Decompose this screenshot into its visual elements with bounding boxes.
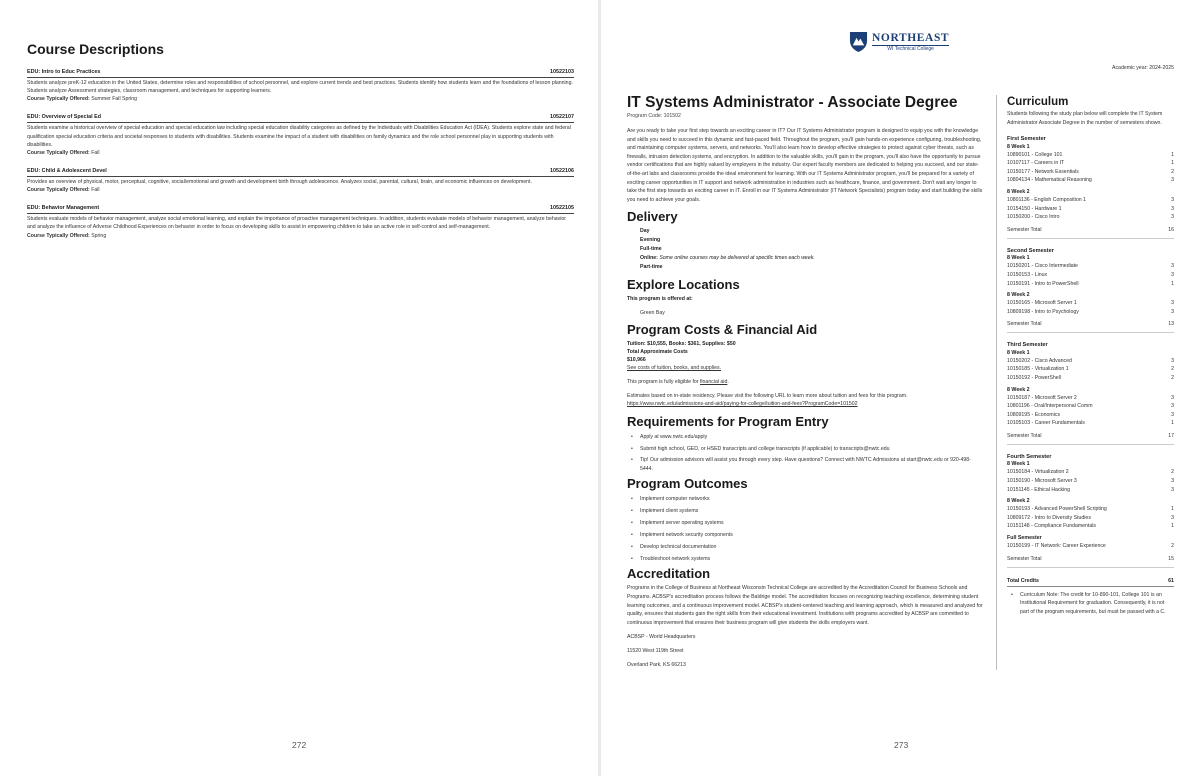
accreditation-address-line: 11520 West 119th Street xyxy=(627,648,684,655)
semester-total xyxy=(1007,320,1174,333)
term-title: 8 Week 2 xyxy=(1007,386,1030,393)
course-description: Provides an overview of physical, motor, perceptual, cognitive, social/emotional and growth and development birth through adolescence. Analyzes social, parental, cultural, brain, and economic influences on development. xyxy=(27,179,532,186)
program-intro: Are you ready to take your first step towards an exciting career in IT? Our IT Systems Administrator program is designed to equip you with the knowledge and skills you need to succeed in this dynamic and fast-paced field. Throughout the program, you'll gain hands-on experience configuring, troubleshooting, and maintaining computer systems, servers, and networks. You'll also learn how to develop effective strategies to protect against cyber threats, such as firewalls, intrusion detection systems, and encryption. In addition to the valuable skills, you'll gain in the program, you'll also have the opportunity to pursue vendor certifications that are highly valued by employers in the industry. Our expert faculty members are dedicated to helping you succeed, and our state-of-the-art labs and classrooms provide the ideal environment for learning. With our IT Systems Administrator program, you'll be prepared for a variety of exciting career opportunities in IT support and network administration in industries such as healthcare, finance, and government. Don't wait any longer to take the first step towards an exciting career in IT. Enroll in our IT Systems Administrator (IT Network Specialists) program today and start building the skills you need to achieve your goals. xyxy=(627,128,983,203)
page-number: 272 xyxy=(292,740,307,750)
semester-total-value: 17 xyxy=(1168,432,1174,439)
delivery-item: Part-time xyxy=(640,264,663,271)
semester-block xyxy=(1007,248,1174,333)
curriculum-sidebar xyxy=(996,95,1174,670)
term-block xyxy=(1007,535,1174,551)
curriculum-credits: 3 xyxy=(1171,271,1174,278)
curriculum-course: 10809195 - Economics xyxy=(1007,411,1061,418)
outcome-item: • Implement computer networks xyxy=(627,495,983,503)
curriculum-credits: 3 xyxy=(1171,478,1174,485)
curriculum-course: 10150200 - Cisco Intro xyxy=(1007,214,1060,221)
semester-block xyxy=(1007,342,1174,445)
curriculum-row xyxy=(1007,365,1174,374)
see-costs-link[interactable]: See costs of tuition, books, and supplies. xyxy=(627,365,722,372)
semester-total-value: 16 xyxy=(1168,226,1174,233)
requirement-item: • Submit high school, GED, or HSED transcripts and college transcripts (if applicable) to transcripts@nwtc.edu xyxy=(627,445,983,453)
term-title: 8 Week 2 xyxy=(1007,498,1030,505)
curriculum-course: 10809172 - Intro to Diversity Studies xyxy=(1007,514,1091,521)
curriculum-credits: 3 xyxy=(1171,308,1174,315)
curriculum-course: 10150165 - Microsoft Server 1 xyxy=(1007,300,1077,307)
semester-total-label: Semester Total xyxy=(1007,226,1042,233)
curriculum-credits: 3 xyxy=(1171,357,1174,364)
financial-aid-prefix: This program is fully eligible for xyxy=(627,379,699,386)
term-title: 8 Week 1 xyxy=(1007,461,1030,468)
course-offered xyxy=(27,95,574,103)
course-name: EDU: Overview of Special Ed xyxy=(27,114,101,121)
curriculum-course: 10890101 - College 101 xyxy=(1007,151,1063,158)
curriculum-credits: 3 xyxy=(1171,486,1174,493)
semester-total-value: 13 xyxy=(1168,321,1174,328)
curriculum-credits: 3 xyxy=(1171,197,1174,204)
curriculum-course: 10150202 - Cisco Advanced xyxy=(1007,357,1072,364)
curriculum-course: 10809198 - Intro to Psychology xyxy=(1007,308,1079,315)
outcome-item: • Develop technical documentation xyxy=(627,543,983,551)
curriculum-course: 10105103 - Career Fundamentals xyxy=(1007,420,1085,427)
semester-total-value: 15 xyxy=(1168,555,1174,562)
curriculum-course: 10801196 - Oral/Interpersonal Comm xyxy=(1007,403,1093,410)
outcome-item: • Implement network security components xyxy=(627,531,983,539)
semester-total-label: Semester Total xyxy=(1007,321,1042,328)
curriculum-row xyxy=(1007,394,1174,403)
delivery-item: Evening xyxy=(640,237,661,244)
total-costs-value: $10,966 xyxy=(627,357,646,364)
outcomes-heading: Program Outcomes xyxy=(627,475,748,491)
course-entry xyxy=(27,205,574,239)
page-title: Course Descriptions xyxy=(27,41,164,57)
financial-aid-line xyxy=(627,378,983,386)
left-page xyxy=(0,0,598,776)
outcomes-list xyxy=(627,495,983,563)
course-header xyxy=(27,205,574,214)
location-item: Green Bay xyxy=(640,310,665,317)
course-description: Students examine a historical overview of special education and special education law including special education disability categories as defined by the Individuals with Disabilities Education Act (IDEA). Students explore state and federal qualification special education criteria and societal responses to students with disabilities. Students examine the impact of a student with disabilities on family dynamics and the role school personnel play in supporting students with disabilities. xyxy=(27,125,571,148)
curriculum-course: 10150191 - Intro to PowerShell xyxy=(1007,280,1079,287)
academic-year: Academic year: 2024-2025 xyxy=(1112,65,1174,71)
curriculum-course: 10150177 - Network Essentials xyxy=(1007,168,1079,175)
curriculum-heading: Curriculum xyxy=(1007,96,1069,108)
curriculum-credits: 2 xyxy=(1171,168,1174,175)
requirements-list xyxy=(627,433,983,473)
program-code: Program Code: 101502 xyxy=(627,113,681,119)
semester-block xyxy=(1007,454,1174,568)
semester-total-label: Semester Total xyxy=(1007,555,1042,562)
course-name: EDU: Behavior Management xyxy=(27,205,100,212)
curriculum-credits: 1 xyxy=(1171,151,1174,158)
offered-label: Course Typically Offered: xyxy=(27,232,90,239)
curriculum-credits: 3 xyxy=(1171,300,1174,307)
curriculum-row xyxy=(1007,505,1174,514)
curriculum-credits: 1 xyxy=(1171,280,1174,287)
curriculum-row xyxy=(1007,357,1174,366)
term-block xyxy=(1007,144,1174,185)
course-offered xyxy=(27,232,574,240)
financial-aid-link[interactable]: financial aid xyxy=(699,379,728,386)
curriculum-course: 10150185 - Virtualization 1 xyxy=(1007,366,1069,373)
requirement-item: • Tip! Our admission advisors will assist you through every step. Have questions? Connect with NWTC Admissions at start@nwtc.edu or 920-498-5444. xyxy=(627,456,983,473)
curriculum-row xyxy=(1007,468,1174,477)
curriculum-course: 10801136 - English Composition 1 xyxy=(1007,197,1086,204)
semester-title: Third Semester xyxy=(1007,342,1048,349)
curriculum-row xyxy=(1007,213,1174,222)
financial-aid-suffix: . xyxy=(727,379,729,386)
offered-label: Course Typically Offered: xyxy=(27,187,90,194)
term-block xyxy=(1007,292,1174,316)
delivery-online-text: Some online courses may be delivered at specific times each week. xyxy=(659,255,815,262)
program-main-column xyxy=(627,93,983,669)
curriculum-row xyxy=(1007,514,1174,523)
semester-title: Fourth Semester xyxy=(1007,453,1052,460)
curriculum-course: 10151145 - Ethical Hacking xyxy=(1007,486,1071,493)
course-description: Students analyze preK-12 education in the United States, determine roles and responsibilities of school personnel, and explore current trends and best practices. Students identify how students learn and the foundations of lesson planning. Students analyze Assessment strategies, classroom management, and techniques for supporting learners. xyxy=(27,80,573,95)
curriculum-row xyxy=(1007,308,1174,317)
delivery-list xyxy=(640,227,983,272)
delivery-heading: Delivery xyxy=(627,209,678,225)
semester-total xyxy=(1007,555,1174,568)
curriculum-credits: 1 xyxy=(1171,160,1174,167)
total-credits-label: Total Credits xyxy=(1007,577,1039,584)
curriculum-credits: 3 xyxy=(1171,263,1174,270)
curriculum-row xyxy=(1007,486,1174,495)
curriculum-course: 10150187 - Microsoft Server 2 xyxy=(1007,394,1077,401)
curriculum-credits: 1 xyxy=(1171,506,1174,513)
curriculum-course: 10107117 - Careers in IT xyxy=(1007,160,1065,167)
term-block xyxy=(1007,461,1174,494)
curriculum-credits: 2 xyxy=(1171,366,1174,373)
course-code: 10522106 xyxy=(550,168,574,175)
offered-value: Fall xyxy=(91,187,100,194)
costs-heading: Program Costs & Financial Aid xyxy=(627,322,818,338)
curriculum-row xyxy=(1007,151,1174,160)
course-code: 10522105 xyxy=(550,205,574,212)
shield-logo-icon xyxy=(849,31,868,53)
offered-at-label: This program is offered at: xyxy=(627,296,693,303)
total-credits xyxy=(1007,577,1174,587)
course-code: 10522103 xyxy=(550,69,574,75)
term-block xyxy=(1007,189,1174,222)
curriculum-credits: 1 xyxy=(1171,420,1174,427)
curriculum-course: 10150199 - IT Network: Career Experience xyxy=(1007,543,1106,550)
curriculum-credits: 3 xyxy=(1171,177,1174,184)
course-header xyxy=(27,114,574,123)
outcome-item: • Implement server operating systems xyxy=(627,519,983,527)
curriculum-course: 10150201 - Cisco Intermediate xyxy=(1007,263,1078,270)
curriculum-row xyxy=(1007,280,1174,289)
accreditation-text: Programs in the College of Business at Northeast Wisconsin Technical College are accredited by the Accreditation Council for Business Schools and Programs. ACBSP's accreditation process follows the Baldrige model. The accreditation focuses on recognizing teaching excellence, determining student learning outcomes, and a continuous improvement model. ACBSP's student-centered teaching and learning approach, which is measured and analyzed for quality, ensures that students gain the right skills from their educational investment. Institutions with programs accredited by ACBSP are committed to continuous improvement that ensures their business program will give students the skills employers want. xyxy=(627,585,983,626)
curriculum-row xyxy=(1007,419,1174,428)
curriculum-row xyxy=(1007,299,1174,308)
curriculum-credits: 3 xyxy=(1171,514,1174,521)
curriculum-course: 10150190 - Microsoft Server 3 xyxy=(1007,478,1077,485)
offered-value: Fall xyxy=(91,150,100,157)
tuition-line: Tuition: $10,555, Books: $361, Supplies: $50 xyxy=(627,341,736,348)
curriculum-credits: 3 xyxy=(1171,394,1174,401)
offered-value: Summer Fall Spring xyxy=(91,96,138,103)
course-offered xyxy=(27,149,574,157)
curriculum-note: • Curriculum Note: The credit for 10-890-101, College 101 is an Institutional Requirement for graduation. Consequently, it is not part of the program requirements, but must be passed with a C. xyxy=(1007,591,1174,617)
curriculum-row xyxy=(1007,374,1174,383)
course-name: EDU: Child & Adolescent Devel xyxy=(27,168,107,175)
total-costs-label: Total Approximate Costs xyxy=(627,349,688,356)
curriculum-row xyxy=(1007,271,1174,280)
accreditation-address-line: ACBSP - World Headquarters xyxy=(627,634,696,641)
term-title: 8 Week 2 xyxy=(1007,292,1030,299)
course-name: EDU: Intro to Educ Practices xyxy=(27,69,101,75)
term-title: 8 Week 1 xyxy=(1007,349,1030,356)
offered-label: Course Typically Offered: xyxy=(27,150,90,157)
requirement-item: • Apply at www.nwtc.edu/apply xyxy=(627,433,983,441)
semester-block xyxy=(1007,136,1174,239)
accreditation-heading: Accreditation xyxy=(627,566,711,582)
semester-title: Second Semester xyxy=(1007,247,1054,254)
course-entry xyxy=(27,69,574,103)
term-block xyxy=(1007,255,1174,288)
course-entry xyxy=(27,168,574,194)
curriculum-row xyxy=(1007,159,1174,168)
right-page xyxy=(601,0,1200,776)
term-title: Full Semester xyxy=(1007,535,1042,542)
requirements-heading: Requirements for Program Entry xyxy=(627,414,829,430)
course-header xyxy=(27,168,574,177)
term-title: 8 Week 1 xyxy=(1007,143,1030,150)
curriculum-credits: 1 xyxy=(1171,523,1174,530)
curriculum-course: 10154150 - Hardware 1 xyxy=(1007,205,1062,212)
semester-title: First Semester xyxy=(1007,136,1046,143)
term-block xyxy=(1007,498,1174,531)
outcome-item: • Troubleshoot network systems xyxy=(627,555,983,563)
curriculum-row xyxy=(1007,402,1174,411)
term-title: 8 Week 1 xyxy=(1007,255,1030,262)
course-offered xyxy=(27,186,574,194)
semester-total xyxy=(1007,432,1174,445)
curriculum-course: 10151148 - Compliance Fundamentals xyxy=(1007,523,1097,530)
term-block xyxy=(1007,350,1174,383)
curriculum-intro: Students following the study plan below will complete the IT System Administrator Associate Degree in the number of semesters shown. xyxy=(1007,111,1163,126)
tuition-url-link[interactable]: https://www.nwtc.edu/admissions-and-aid/paying-for-college/tuition-and-fees?ProgramCode=101502 xyxy=(627,401,858,408)
term-block xyxy=(1007,387,1174,428)
curriculum-credits: 3 xyxy=(1171,403,1174,410)
curriculum-credits: 2 xyxy=(1171,543,1174,550)
curriculum-course: 10150193 - Advanced PowerShell Scripting xyxy=(1007,506,1107,513)
outcome-item: • Implement client systems xyxy=(627,507,983,515)
curriculum-row xyxy=(1007,411,1174,420)
locations-heading: Explore Locations xyxy=(627,277,740,293)
curriculum-credits: 2 xyxy=(1171,375,1174,381)
curriculum-row xyxy=(1007,262,1174,271)
curriculum-course: 10804134 - Mathematical Reasoning xyxy=(1007,177,1092,184)
program-title: IT Systems Administrator - Associate Degree xyxy=(627,94,958,111)
estimates-note: Estimates based on in-state residency. Please visit the following URL to learn more about tuition and fees for this program. xyxy=(627,393,908,400)
curriculum-row xyxy=(1007,542,1174,551)
curriculum-row xyxy=(1007,522,1174,531)
total-credits-value: 61 xyxy=(1168,577,1174,584)
curriculum-row xyxy=(1007,168,1174,177)
course-code: 10522107 xyxy=(550,114,574,121)
college-logo xyxy=(849,31,949,53)
curriculum-course: 10150184 - Virtualization 2 xyxy=(1007,469,1069,476)
offered-value: Spring xyxy=(91,232,107,239)
logo-name: NORTHEAST xyxy=(872,31,950,44)
curriculum-credits: 3 xyxy=(1171,214,1174,221)
semester-total xyxy=(1007,226,1174,239)
curriculum-row xyxy=(1007,176,1174,185)
page-number: 273 xyxy=(894,740,909,750)
course-list xyxy=(27,69,574,251)
semester-total-label: Semester Total xyxy=(1007,432,1042,439)
curriculum-credits: 2 xyxy=(1171,469,1174,476)
curriculum-course: 10150153 - Linux xyxy=(1007,271,1048,278)
curriculum-course: 10150192 - PowerShell xyxy=(1007,375,1061,381)
term-title: 8 Week 2 xyxy=(1007,189,1030,196)
delivery-item: Full-time xyxy=(640,246,662,253)
course-header xyxy=(27,69,574,78)
curriculum-row xyxy=(1007,205,1174,214)
course-entry xyxy=(27,114,574,157)
offered-label: Course Typically Offered: xyxy=(27,96,90,103)
curriculum-row xyxy=(1007,477,1174,486)
logo-subtitle: WI Technical College xyxy=(872,45,949,53)
accreditation-address-line: Overland Park, KS 66213 xyxy=(627,662,686,669)
delivery-online-label: Online: xyxy=(640,255,658,262)
course-description: Students evaluate models of behavior management, analyze social emotional learning, and explain the importance of proactive management techniques. In addition, students evaluate models of behavior management, analyze behavior and analyze the influence of Adverse Childhood Experiences on behavior in order to focus on developing skills to assist in empowering children to take an active role in self-control and self-management. xyxy=(27,216,566,231)
delivery-item: Day xyxy=(640,228,650,235)
curriculum-row xyxy=(1007,196,1174,205)
curriculum-credits: 3 xyxy=(1171,205,1174,212)
curriculum-credits: 3 xyxy=(1171,411,1174,418)
